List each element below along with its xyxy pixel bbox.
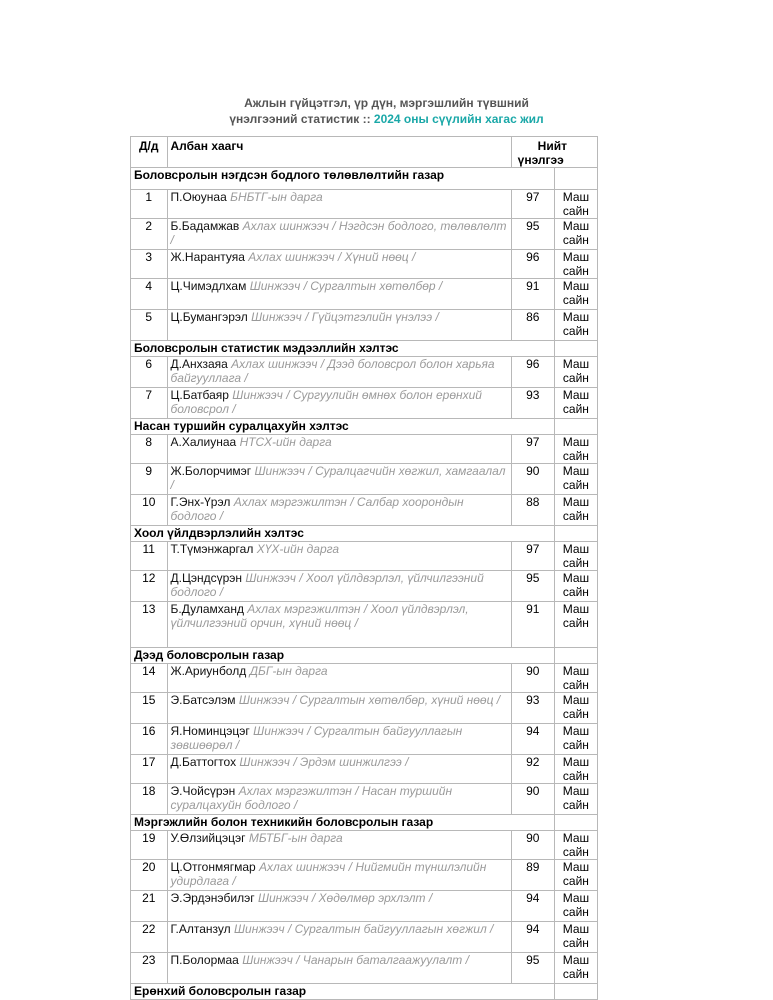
employee-name: Э.Батсэлэм (170, 693, 236, 707)
table-row (131, 464, 598, 495)
evaluation-table (130, 136, 598, 1000)
employee-position: Шинжээч / Хөдөлмөр эрхлэлт / (257, 891, 433, 905)
employee-position: Ахлах шинжээч / Дээд боловсрол болон харьяа байгууллага / (170, 357, 495, 385)
table-row (131, 860, 598, 891)
table-row (131, 891, 598, 922)
section-name: Мэргэжлийн болон техникийн боловсролын газар (131, 815, 555, 831)
score-cell: 94 (511, 922, 554, 953)
row-number: 4 (131, 279, 168, 310)
employee-position: МБТБГ-ын дарга (248, 831, 343, 845)
employee-cell (167, 755, 511, 784)
score-cell: 91 (511, 602, 554, 648)
grade-cell: Маш сайн (554, 388, 597, 419)
grade-cell: Маш сайн (554, 250, 597, 279)
table-row (131, 542, 598, 571)
employee-cell (167, 831, 511, 860)
employee-cell (167, 953, 511, 984)
score-cell: 90 (511, 784, 554, 815)
grade-cell: Маш сайн (554, 542, 597, 571)
employee-name: Т.Түмэнжаргал (170, 542, 254, 556)
grade-cell: Маш сайн (554, 922, 597, 953)
employee-name: Я.Номинцэцэг (170, 724, 250, 738)
grade-cell: Маш сайн (554, 495, 597, 526)
employee-position: ХҮХ-ийн дарга (256, 542, 340, 556)
table-row (131, 219, 598, 250)
score-cell: 88 (511, 495, 554, 526)
grade-cell: Маш сайн (554, 602, 597, 648)
employee-cell (167, 464, 511, 495)
row-number: 11 (131, 542, 168, 571)
row-number: 21 (131, 891, 168, 922)
employee-position: Шинжээч / Чанарын баталгаажуулалт / (242, 953, 469, 967)
employee-name: Д.Баттогтох (170, 755, 237, 769)
employee-cell (167, 388, 511, 419)
table-row (131, 831, 598, 860)
employee-position: Ахлах мэргэжилтэн / Насан туршийн суралцахуйн бодлого / (170, 784, 453, 812)
table-row (131, 724, 598, 755)
employee-cell (167, 190, 511, 219)
section-name: Ерөнхий боловсролын газар (131, 984, 555, 1000)
section-row (131, 419, 598, 435)
employee-position: Шинжээч / Сургалтын хөтөлбөр, хүний нөөц / (238, 693, 501, 707)
page-title-line1: Ажлын гүйцэтгэл, үр дүн, мэргэшлийн түвшний (244, 96, 529, 110)
table-row (131, 953, 598, 984)
score-cell: 90 (511, 464, 554, 495)
table-row (131, 755, 598, 784)
employee-name: Ц.Бумангэрэл (170, 310, 248, 324)
employee-name: Д.Цэндсүрэн (170, 571, 243, 585)
employee-name: Г.Алтанзул (170, 922, 231, 936)
employee-cell (167, 435, 511, 464)
score-cell: 90 (511, 831, 554, 860)
grade-cell: Маш сайн (554, 190, 597, 219)
table-row (131, 571, 598, 602)
score-cell: 96 (511, 357, 554, 388)
score-cell: 96 (511, 250, 554, 279)
score-cell: 86 (511, 310, 554, 341)
table-row (131, 388, 598, 419)
grade-cell: Маш сайн (554, 571, 597, 602)
score-cell: 95 (511, 219, 554, 250)
section-empty-cell (554, 419, 597, 435)
grade-cell: Маш сайн (554, 435, 597, 464)
row-number: 18 (131, 784, 168, 815)
section-row (131, 168, 598, 190)
score-cell: 91 (511, 279, 554, 310)
employee-position: БНБТГ-ын дарга (230, 190, 323, 204)
employee-cell (167, 571, 511, 602)
grade-cell: Маш сайн (554, 860, 597, 891)
table-row (131, 602, 598, 648)
employee-name: У.Өлзийцэцэг (170, 831, 246, 845)
employee-cell (167, 602, 511, 648)
score-cell: 89 (511, 860, 554, 891)
row-number: 9 (131, 464, 168, 495)
row-number: 6 (131, 357, 168, 388)
employee-position: ДБГ-ын дарга (249, 664, 328, 678)
employee-cell (167, 860, 511, 891)
employee-cell (167, 922, 511, 953)
grade-cell: Маш сайн (554, 784, 597, 815)
employee-name: Б.Дуламханд (170, 602, 244, 616)
grade-cell: Маш сайн (554, 279, 597, 310)
row-number: 17 (131, 755, 168, 784)
table-row (131, 435, 598, 464)
employee-position: Шинжээч / Гүйцэтгэлийн үнэлээ / (251, 310, 439, 324)
employee-position: Шинжээч / Эрдэм шинжилгээ / (239, 755, 409, 769)
row-number: 7 (131, 388, 168, 419)
grade-cell: Маш сайн (554, 755, 597, 784)
score-cell: 95 (511, 571, 554, 602)
employee-cell (167, 664, 511, 693)
row-number: 23 (131, 953, 168, 984)
grade-cell: Маш сайн (554, 693, 597, 724)
row-number: 3 (131, 250, 168, 279)
employee-cell (167, 357, 511, 388)
table-row (131, 250, 598, 279)
score-cell: 97 (511, 542, 554, 571)
score-cell: 94 (511, 724, 554, 755)
title-prefix: үнэлгээний статистик :: (229, 112, 374, 126)
score-cell: 94 (511, 891, 554, 922)
employee-name: Г.Энх-Үрэл (170, 495, 231, 509)
employee-cell (167, 542, 511, 571)
header-total-score (511, 137, 597, 168)
row-number: 1 (131, 190, 168, 219)
section-empty-cell (554, 168, 597, 190)
employee-name: П.Оюунаа (170, 190, 227, 204)
employee-position: Шинжээч / Суралцагчийн хөгжил, хамгаалал / (170, 464, 506, 492)
section-empty-cell (554, 648, 597, 664)
section-name: Боловсролын статистик мэдээллийн хэлтэс (131, 341, 555, 357)
employee-name: Ж.Болорчимэг (170, 464, 252, 478)
row-number: 12 (131, 571, 168, 602)
table-row (131, 664, 598, 693)
score-cell: 93 (511, 388, 554, 419)
table-row (131, 279, 598, 310)
section-empty-cell (554, 984, 597, 1000)
row-number: 10 (131, 495, 168, 526)
employee-position: Ахлах шинжээч / Хүний нөөц / (248, 250, 416, 264)
employee-name: Ж.Нарантуяа (170, 250, 245, 264)
grade-cell: Маш сайн (554, 310, 597, 341)
employee-cell (167, 495, 511, 526)
row-number: 20 (131, 860, 168, 891)
employee-position: Ахлах мэргэжилтэн / Салбар хоорондын бодлого / (170, 495, 464, 523)
score-cell: 97 (511, 435, 554, 464)
employee-position: Шинжээч / Сургалтын байгууллагын зөвшөөрөл / (170, 724, 463, 752)
table-row (131, 693, 598, 724)
section-row (131, 341, 598, 357)
employee-position: Шинжээч / Хоол үйлдвэрлэл, үйлчилгээний бодлого / (170, 571, 484, 599)
section-empty-cell (554, 815, 597, 831)
table-row (131, 784, 598, 815)
employee-cell (167, 250, 511, 279)
section-row (131, 984, 598, 1000)
employee-name: Б.Бадамжав (170, 219, 240, 233)
employee-position: Шинжээч / Сургалтын байгууллагын хөгжил / (234, 922, 494, 936)
score-cell: 92 (511, 755, 554, 784)
section-name: Насан туршийн суралцахуйн хэлтэс (131, 419, 555, 435)
employee-cell (167, 724, 511, 755)
employee-name: Ц.Чимэдлхам (170, 279, 247, 293)
grade-cell: Маш сайн (554, 464, 597, 495)
grade-cell: Маш сайн (554, 357, 597, 388)
table-row (131, 190, 598, 219)
title-period: 2024 оны сүүлийн хагас жил (373, 112, 544, 126)
section-row (131, 648, 598, 664)
header-employee: Албан хаагч (167, 137, 511, 168)
grade-cell: Маш сайн (554, 724, 597, 755)
row-number: 13 (131, 602, 168, 648)
grade-cell: Маш сайн (554, 831, 597, 860)
row-number: 19 (131, 831, 168, 860)
employee-position: Ахлах шинжээч / Нэгдсэн бодлого, төлөвлөлт / (170, 219, 507, 247)
employee-cell (167, 279, 511, 310)
evaluation-table-body (131, 137, 598, 1000)
score-cell: 95 (511, 953, 554, 984)
employee-cell (167, 891, 511, 922)
employee-position: Шинжээч / Сургуулийн өмнөх болон ерөнхий боловсрол / (170, 388, 482, 416)
section-empty-cell (554, 526, 597, 542)
row-number: 14 (131, 664, 168, 693)
score-cell: 90 (511, 664, 554, 693)
employee-position: Шинжээч / Сургалтын хөтөлбөр / (249, 279, 443, 293)
grade-cell: Маш сайн (554, 953, 597, 984)
page-title-line2 (0, 111, 773, 127)
row-number: 5 (131, 310, 168, 341)
employee-name: Ц.Отгонмягмар (170, 860, 256, 874)
employee-name: Э.Эрдэнэбилэг (170, 891, 255, 905)
table-row (131, 357, 598, 388)
row-number: 22 (131, 922, 168, 953)
table-header-row (131, 137, 598, 168)
row-number: 15 (131, 693, 168, 724)
employee-position: Ахлах шинжээч / Нийгмийн түншлэлийн удирдлага / (170, 860, 487, 888)
employee-position: НТСХ-ийн дарга (239, 435, 332, 449)
employee-cell (167, 693, 511, 724)
row-number: 16 (131, 724, 168, 755)
grade-cell: Маш сайн (554, 219, 597, 250)
employee-cell (167, 310, 511, 341)
table-row (131, 495, 598, 526)
score-cell: 97 (511, 190, 554, 219)
header-no: Д/д (131, 137, 168, 168)
grade-cell: Маш сайн (554, 891, 597, 922)
employee-name: Д.Анхзаяа (170, 357, 228, 371)
section-name: Дээд боловсролын газар (131, 648, 555, 664)
table-row (131, 922, 598, 953)
header-total-score-label: Нийт үнэлгээ (517, 139, 567, 167)
employee-name: Ц.Батбаяр (170, 388, 229, 402)
grade-cell: Маш сайн (554, 664, 597, 693)
section-row (131, 526, 598, 542)
employee-cell (167, 219, 511, 250)
section-name: Хоол үйлдвэрлэлийн хэлтэс (131, 526, 555, 542)
section-row (131, 815, 598, 831)
employee-position: Ахлах мэргэжилтэн / Хоол үйлдвэрлэл, үйлчилгээний орчин, хүний нөөц / (170, 602, 469, 630)
row-number: 2 (131, 219, 168, 250)
section-empty-cell (554, 341, 597, 357)
employee-cell (167, 784, 511, 815)
table-row (131, 310, 598, 341)
row-number: 8 (131, 435, 168, 464)
employee-name: П.Болормаа (170, 953, 239, 967)
employee-name: Э.Чойсүрэн (170, 784, 236, 798)
section-name: Боловсролын нэгдсэн бодлого төлөвлөлтийн газар (131, 168, 555, 190)
score-cell: 93 (511, 693, 554, 724)
employee-name: А.Халиунаа (170, 435, 237, 449)
employee-name: Ж.Ариунболд (170, 664, 247, 678)
